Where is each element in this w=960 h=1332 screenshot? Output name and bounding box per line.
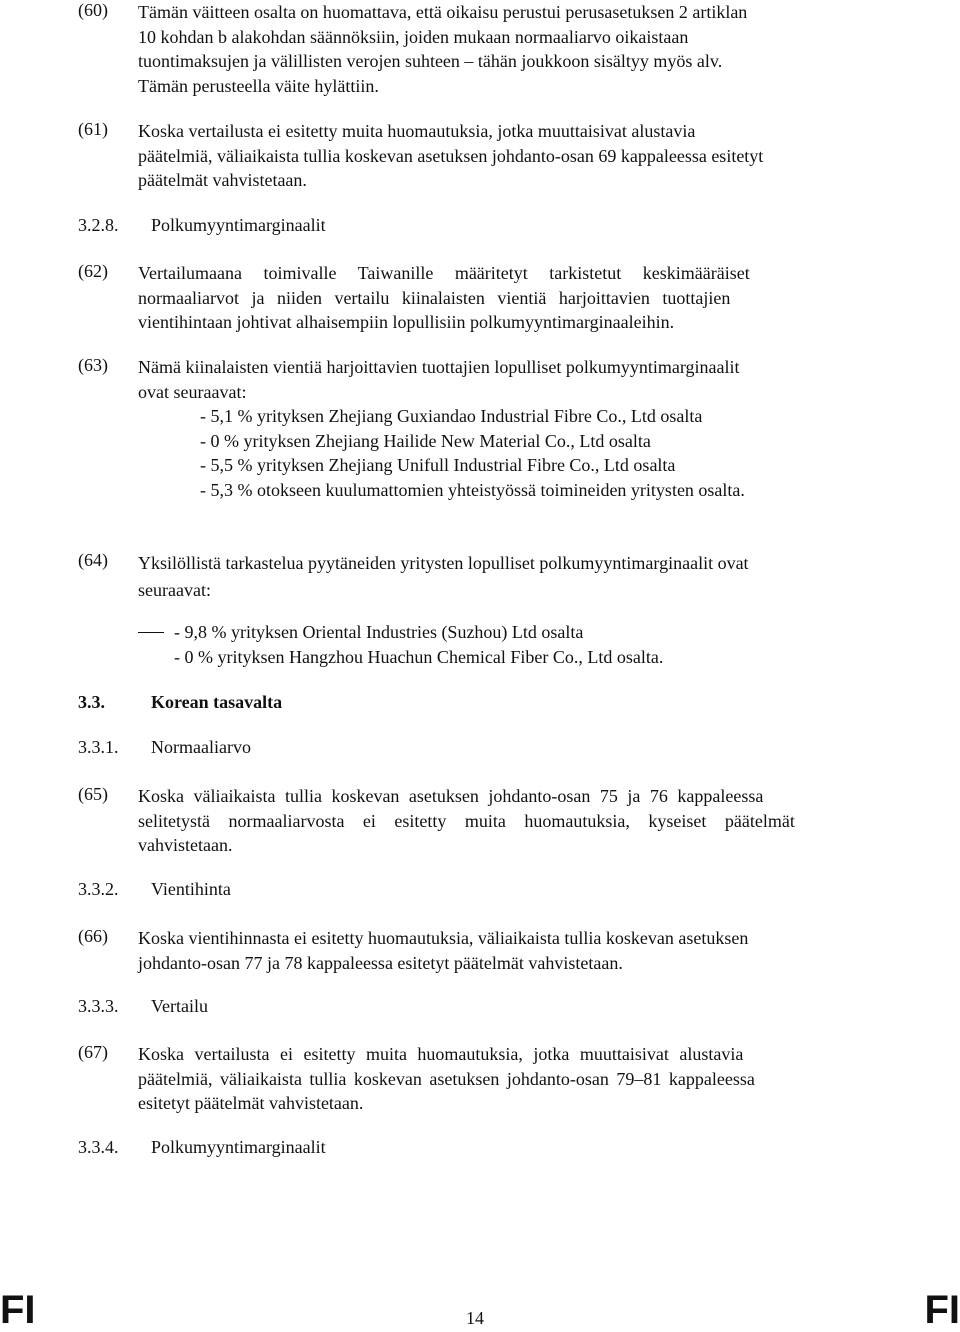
margin-list-64 [174, 620, 663, 669]
paragraph-number: (65) [78, 784, 108, 804]
section-title: Vientihinta [151, 879, 231, 899]
paragraph-line: johdanto-osan 77 ja 78 kappaleessa esitetyt päätelmät vahvistetaan. [138, 952, 623, 973]
paragraph-line: Yksilöllistä tarkastelua pyytäneiden yritysten lopulliset polkumyyntimarginaalit ovat [138, 553, 749, 573]
paragraph-60 [78, 0, 884, 98]
footer-language-right: FI [924, 1288, 960, 1332]
paragraph-63 [78, 355, 884, 404]
paragraph-64 [78, 550, 884, 604]
paragraph-number: (66) [78, 926, 108, 946]
paragraph-number: (63) [78, 355, 108, 375]
section-title: Polkumyyntimarginaalit [151, 215, 326, 235]
paragraph-line: Koska vertailusta ei esitetty muita huomautuksia, jotka muuttaisivat alustavia [138, 1044, 744, 1064]
paragraph-line: 10 kohdan b alakohdan säännöksiin, joiden mukaan normaaliarvo oikaistaan [138, 26, 689, 47]
paragraph-line: Tämän väitteen osalta on huomattava, että oikaisu perustui perusasetuksen 2 artiklan [138, 2, 748, 22]
section-title: Vertailu [151, 996, 208, 1016]
paragraph-line: selitetystä normaaliarvosta ei esitetty muita huomautuksia, kyseiset päätelmät [138, 810, 795, 831]
paragraph-number: (60) [78, 0, 108, 20]
paragraph-line: Koska väliaikaista tullia koskevan asetuksen johdanto-osan 75 ja 76 kappaleessa [138, 786, 764, 806]
paragraph-line: vientihintaan johtivat alhaisempiin lopullisiin polkumyyntimarginaaleihin. [138, 312, 675, 332]
paragraph-line: päätelmiä, väliaikaista tullia koskevan asetuksen johdanto-osan 79–81 kappaleessa [138, 1068, 755, 1089]
paragraph-line: Tämän perusteella väite hylättiin. [138, 75, 379, 96]
list-item: - 5,5 % yrityksen Zhejiang Unifull Industrial Fibre Co., Ltd osalta [200, 455, 676, 475]
paragraph-61 [78, 119, 884, 193]
section-number: 3.2.8. [78, 215, 119, 235]
paragraph-number: (61) [78, 119, 108, 139]
paragraph-line: Nämä kiinalaisten vientiä harjoittavien tuottajien lopulliset polkumyyntimarginaalit [138, 357, 740, 377]
paragraph-line: päätelmät vahvistetaan. [138, 170, 307, 190]
section-number: 3.3.1. [78, 737, 119, 757]
section-number: 3.3.2. [78, 879, 119, 899]
paragraph-62 [78, 261, 884, 335]
section-title: Polkumyyntimarginaalit [151, 1137, 326, 1157]
footer-language-left: FI [0, 1288, 36, 1332]
paragraph-line: esitetyt päätelmät vahvistetaan. [138, 1093, 364, 1113]
paragraph-67 [78, 1042, 884, 1116]
list-item: - 5,3 % otokseen kuulumattomien yhteistyössä toimineiden yritysten osalta. [200, 479, 745, 500]
paragraph-line: ovat seuraavat: [138, 381, 247, 402]
paragraph-line: vahvistetaan. [138, 835, 233, 855]
list-item: - 9,8 % yrityksen Oriental Industries (Suzhou) Ltd osalta [174, 622, 584, 642]
section-number: 3.3.4. [78, 1137, 119, 1157]
paragraph-66 [78, 926, 884, 975]
paragraph-line: tuontimaksujen ja välillisten verojen suhteen – tähän joukkoon sisältyy myös alv. [138, 51, 723, 71]
section-title: Korean tasavalta [151, 692, 283, 712]
page-number: 14 [466, 1308, 484, 1328]
paragraph-number: (67) [78, 1042, 108, 1062]
paragraph-line: Vertailumaana toimivalle Taiwanille määritetyt tarkistetut keskimääräiset [138, 263, 750, 283]
section-title: Normaaliarvo [151, 737, 251, 757]
paragraph-number: (64) [78, 550, 108, 570]
list-item: - 5,1 % yrityksen Zhejiang Guxiandao Industrial Fibre Co., Ltd osalta [200, 406, 703, 426]
margin-list-63 [200, 404, 745, 502]
paragraph-line: Koska vertailusta ei esitetty muita huomautuksia, jotka muuttaisivat alustavia [138, 121, 696, 141]
paragraph-line: Koska vientihinnasta ei esitetty huomautuksia, väliaikaista tullia koskevan asetuksen [138, 928, 749, 948]
paragraph-65 [78, 784, 884, 858]
paragraph-line: päätelmiä, väliaikaista tullia koskevan asetuksen johdanto-osan 69 kappaleessa esitetyt [138, 145, 764, 166]
paragraph-number: (62) [78, 261, 108, 281]
paragraph-line: seuraavat: [138, 580, 211, 600]
section-number: 3.3. [78, 692, 105, 712]
section-number: 3.3.3. [78, 996, 119, 1016]
list-item: - 0 % yrityksen Hangzhou Huachun Chemical Fiber Co., Ltd osalta. [174, 646, 664, 667]
paragraph-line: normaaliarvot ja niiden vertailu kiinalaisten vientiä harjoittavien tuottajien [138, 287, 731, 308]
list-item: - 0 % yrityksen Zhejiang Hailide New Material Co., Ltd osalta [200, 430, 651, 451]
dash-marker [138, 632, 164, 633]
